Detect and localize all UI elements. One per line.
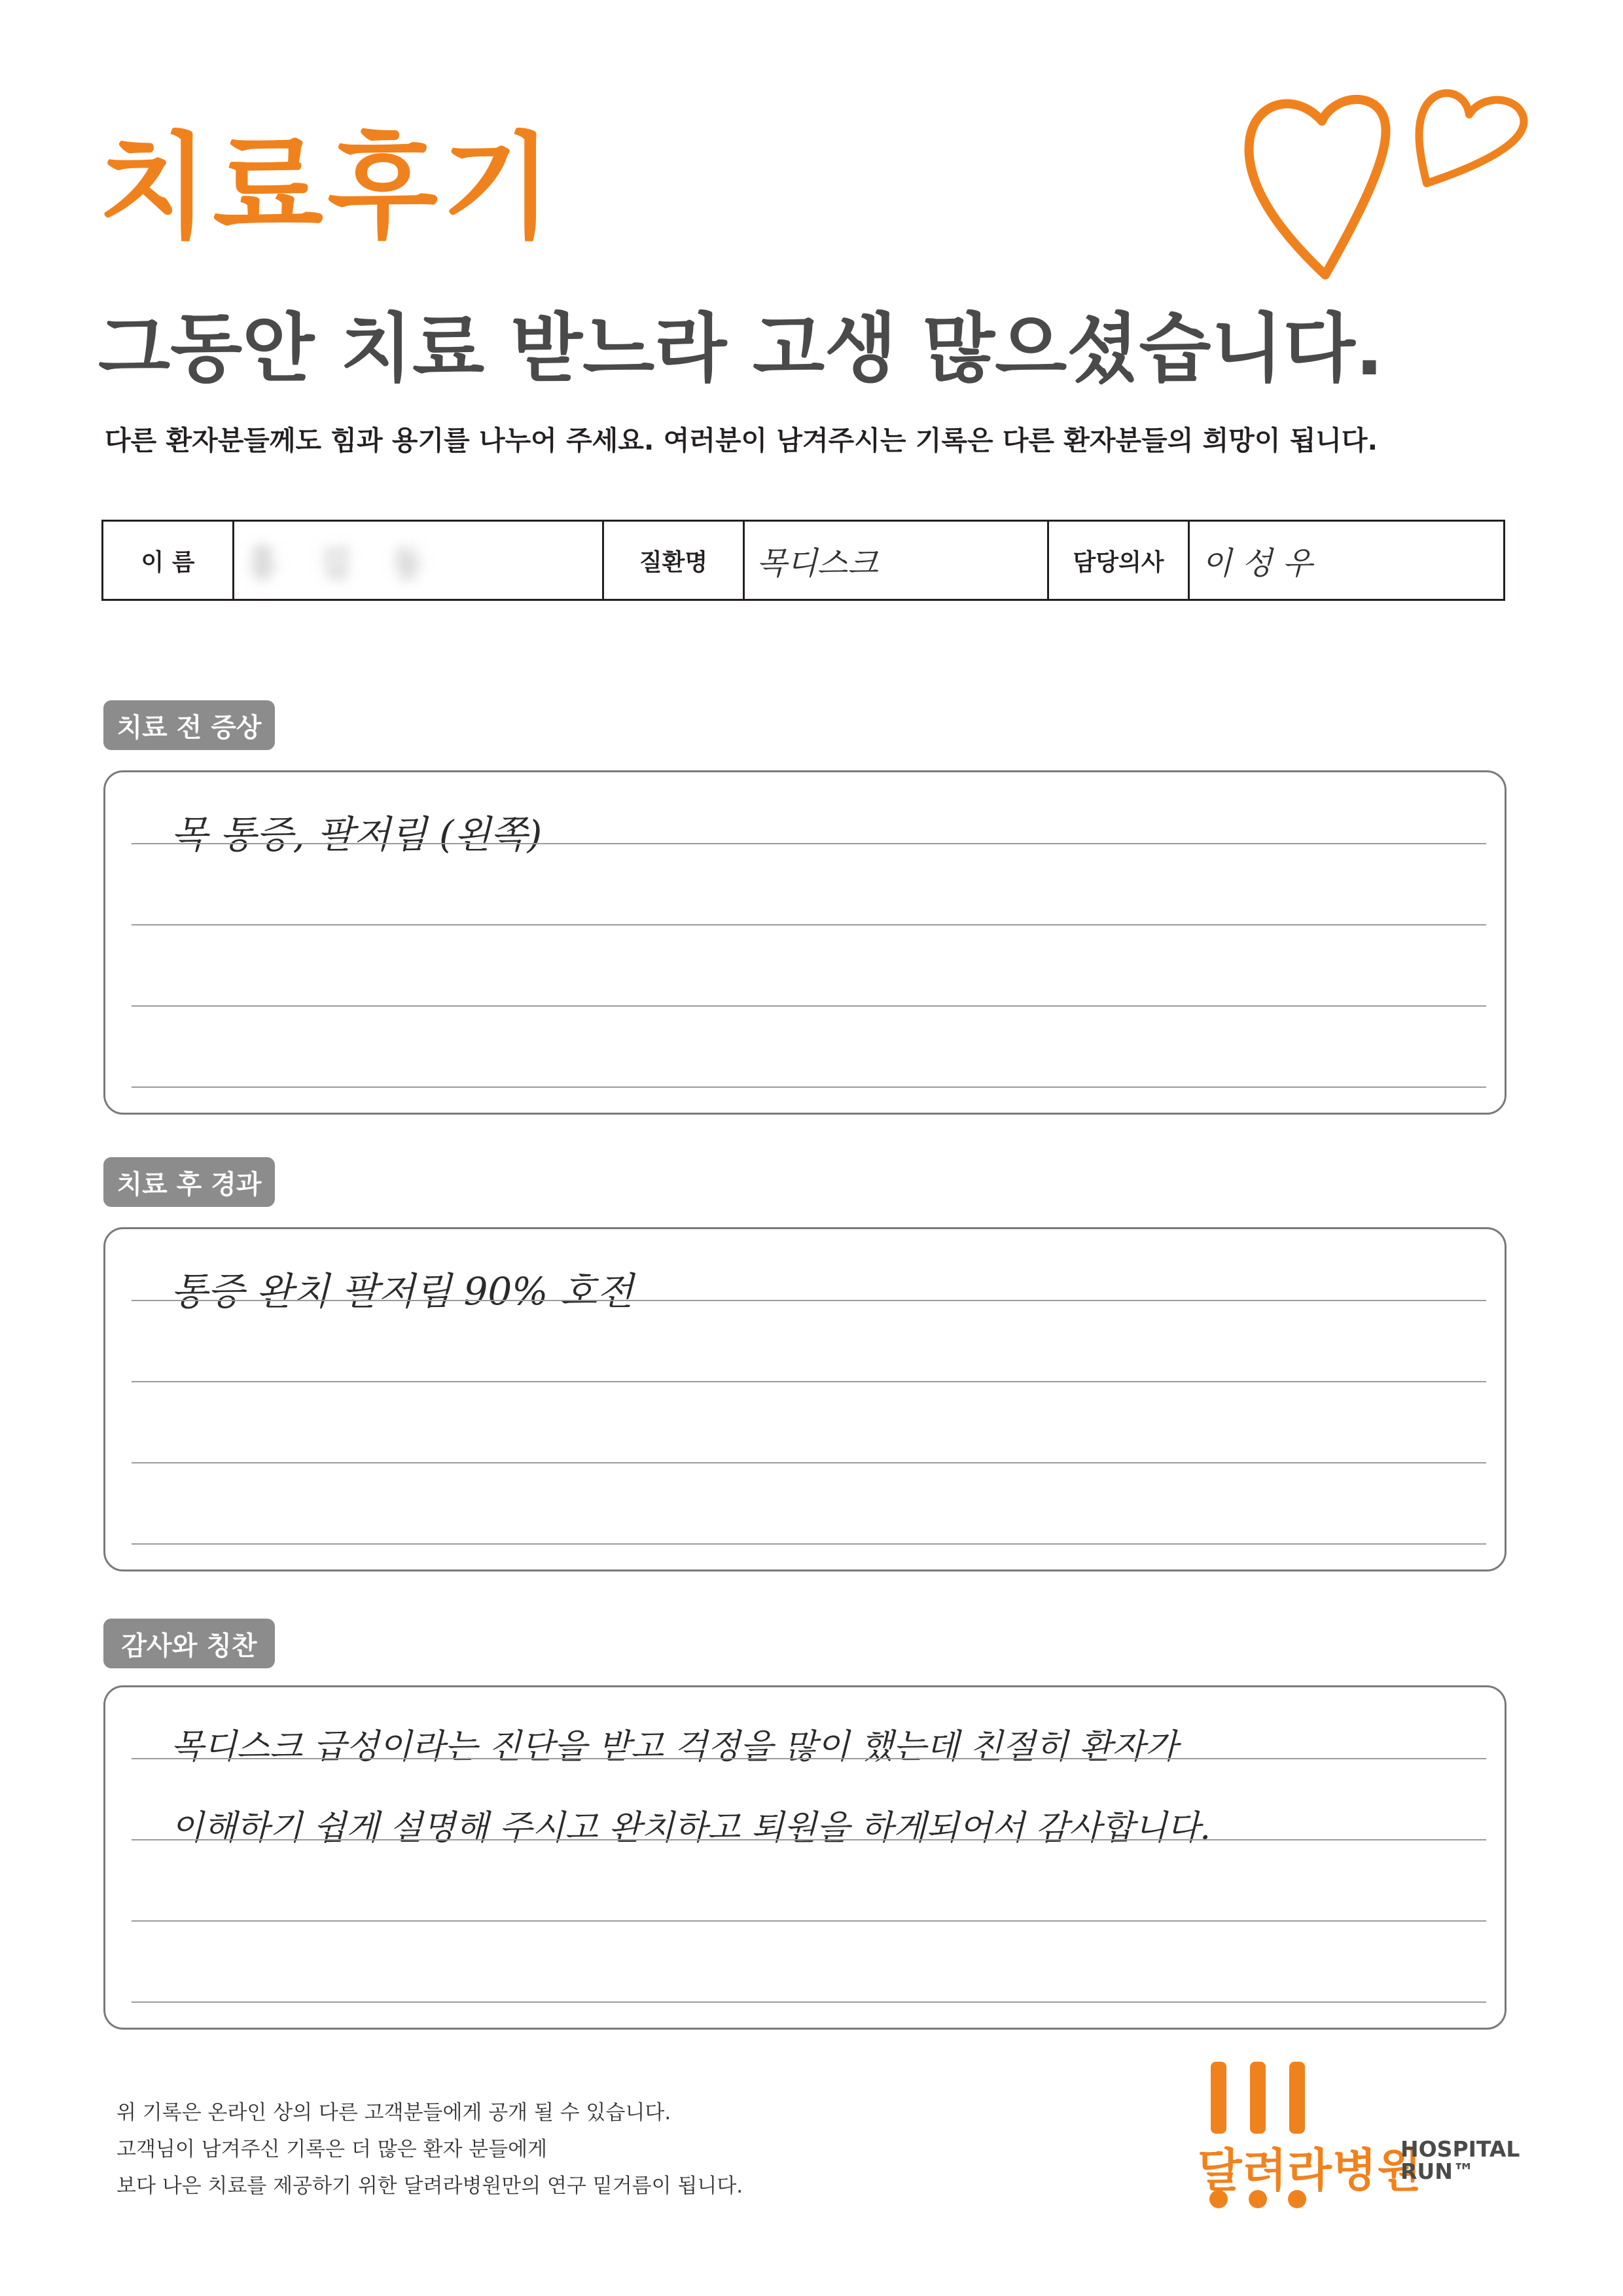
writing-line (132, 1758, 1486, 1759)
writing-line (132, 1300, 1486, 1301)
footer-note (116, 2094, 743, 2204)
writing-line (132, 2001, 1486, 2003)
section-box-before[interactable] (103, 770, 1507, 1115)
writing-line (132, 1839, 1486, 1840)
logo-english-line: RUN™ (1400, 2159, 1474, 2184)
logo-english-line: HOSPITAL (1400, 2136, 1520, 2162)
logo-name: 달려라병원 (1198, 2144, 1423, 2197)
writing-line (132, 1005, 1486, 1007)
writing-line (132, 1381, 1486, 1382)
section-tab-thanks: 감사와 칭찬 (103, 1619, 275, 1668)
doctor-value[interactable] (1189, 521, 1505, 600)
handwritten-line: 목 통증, 팔저림 (왼쪽) (171, 812, 543, 857)
doctor-label: 담당의사 (1048, 521, 1189, 600)
disease-value[interactable] (744, 521, 1048, 600)
hospital-logo (1198, 2062, 1520, 2212)
headline: 그동안 치료 받느라 고생 많으셨습니다. (98, 305, 1384, 392)
writing-line (132, 1920, 1486, 1922)
name-value-blurred: 홍 길 동 (246, 544, 438, 584)
disease-value-text: 목디스크 (757, 545, 878, 582)
section-box-thanks[interactable] (103, 1685, 1507, 2030)
doctor-value-text: 이 성 우 (1202, 545, 1313, 582)
footer-note-line: 고객님이 남겨주신 기록은 더 많은 환자 분들에게 (116, 2138, 548, 2161)
name-label: 이 름 (103, 521, 234, 600)
hearts-icon (1230, 65, 1544, 288)
writing-line (132, 843, 1486, 844)
name-value[interactable] (234, 521, 603, 600)
page-title: 치료후기 (98, 122, 557, 255)
footer-note-line: 위 기록은 온라인 상의 다른 고객분들에게 공개 될 수 있습니다. (116, 2101, 671, 2125)
handwritten-line: 이해하기 쉽게 설명해 주시고 완치하고 퇴원을 하게되어서 감사합니다. (171, 1808, 1211, 1848)
footer-note-line: 보다 나은 치료를 제공하기 위한 달려라병원만의 연구 밑거름이 됩니다. (116, 2174, 743, 2198)
section-tab-after: 치료 후 경과 (103, 1157, 275, 1207)
section-tab-before: 치료 전 증상 (103, 700, 275, 750)
patient-info-table (101, 520, 1505, 601)
handwritten-line: 통증 완치 팔저림 90% 호전 (171, 1269, 633, 1314)
disease-label: 질환명 (603, 521, 744, 600)
writing-line (132, 1543, 1486, 1545)
writing-line (132, 1086, 1486, 1088)
writing-line (132, 1462, 1486, 1463)
writing-line (132, 924, 1486, 925)
subline: 다른 환자분들께도 힘과 용기를 나누어 주세요. 여러분이 남겨주시는 기록은 다른 환자분들의 희망이 됩니다. (105, 425, 1378, 456)
section-box-after[interactable] (103, 1227, 1507, 1571)
logo-english (1400, 2138, 1520, 2183)
handwritten-line: 목디스크 급성이라는 진단을 받고 걱정을 많이 했는데 친절히 환자가 (171, 1727, 1178, 1767)
